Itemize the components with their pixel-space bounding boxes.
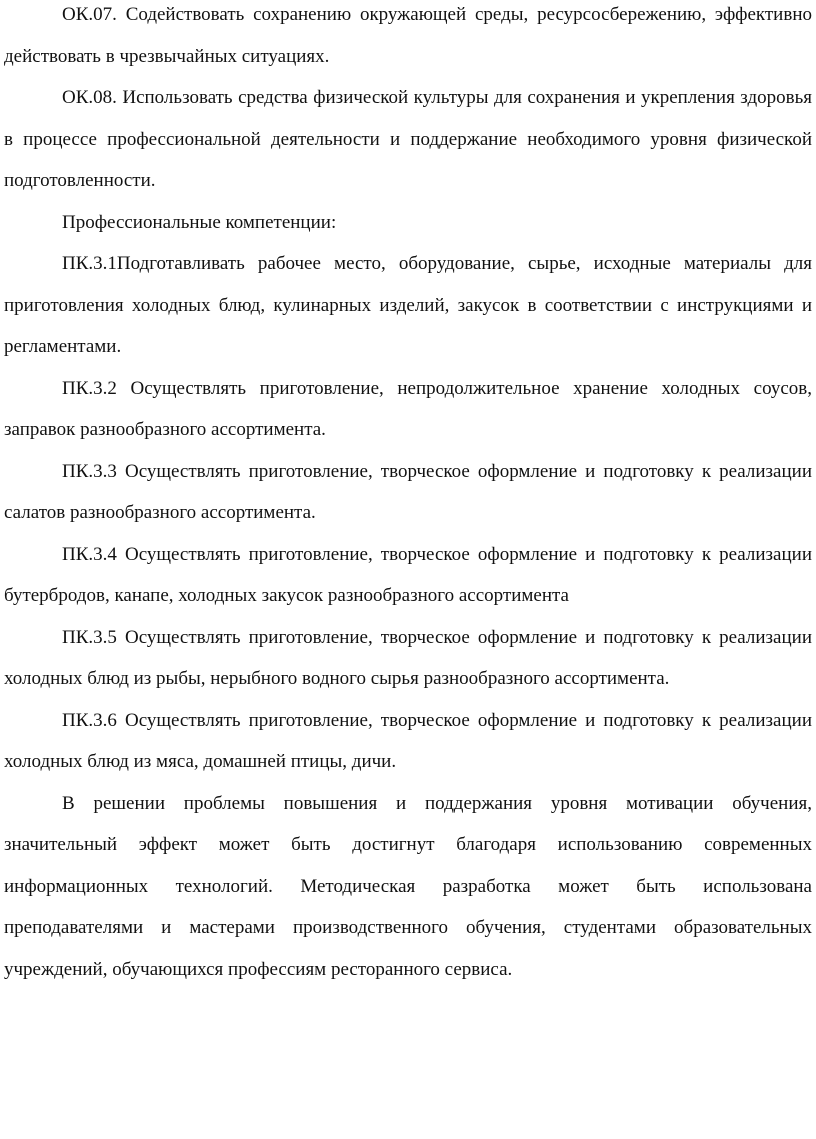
paragraph-pk-3-1: ПК.3.1Подготавливать рабочее место, оборудование, сырье, исходные материалы для приготовления холодных блюд, кулинарных изделий, закусок в соответствии с инструкциями и регламентами. xyxy=(4,253,812,357)
paragraph-ok-08: ОК.08. Использовать средства физической культуры для сохранения и укрепления здоровья в процессе профессиональной деятельности и поддержание необходимого уровня физической подготовленности. xyxy=(4,87,812,191)
paragraph-pk-3-6: ПК.3.6 Осуществлять приготовление, творческое оформление и подготовку к реализации холодных блюд из мяса, домашней птицы, дичи. xyxy=(4,709,812,772)
section-heading-professional-competencies: Профессиональные компетенции: xyxy=(62,211,337,233)
paragraph-pk-3-4: ПК.3.4 Осуществлять приготовление, творческое оформление и подготовку к реализации бутербродов, канапе, холодных закусок разнообразного ассортимента xyxy=(4,543,812,606)
paragraph-pk-3-3: ПК.3.3 Осуществлять приготовление, творческое оформление и подготовку к реализации салатов разнообразного ассортимента. xyxy=(4,460,812,523)
paragraph-motivation: В решении проблемы повышения и поддержания уровня мотивации обучения, значительный эффект может быть достигнут благодаря использованию современных информационных технологий. Методическая разработка может быть использована преподавателями и мастерами производственного обучения, студентами образовательных учреждений, обучающихся профессиям ресторанного сервиса. xyxy=(4,792,812,980)
paragraph-pk-3-2: ПК.3.2 Осуществлять приготовление, непродолжительное хранение холодных соусов, заправок разнообразного ассортимента. xyxy=(4,377,812,440)
paragraph-pk-3-5: ПК.3.5 Осуществлять приготовление, творческое оформление и подготовку к реализации холодных блюд из рыбы, нерыбного водного сырья разнообразного ассортимента. xyxy=(4,626,812,689)
paragraph-ok-07: ОК.07. Содействовать сохранению окружающей среды, ресурсосбережению, эффективно действовать в чрезвычайных ситуациях. xyxy=(4,4,812,67)
